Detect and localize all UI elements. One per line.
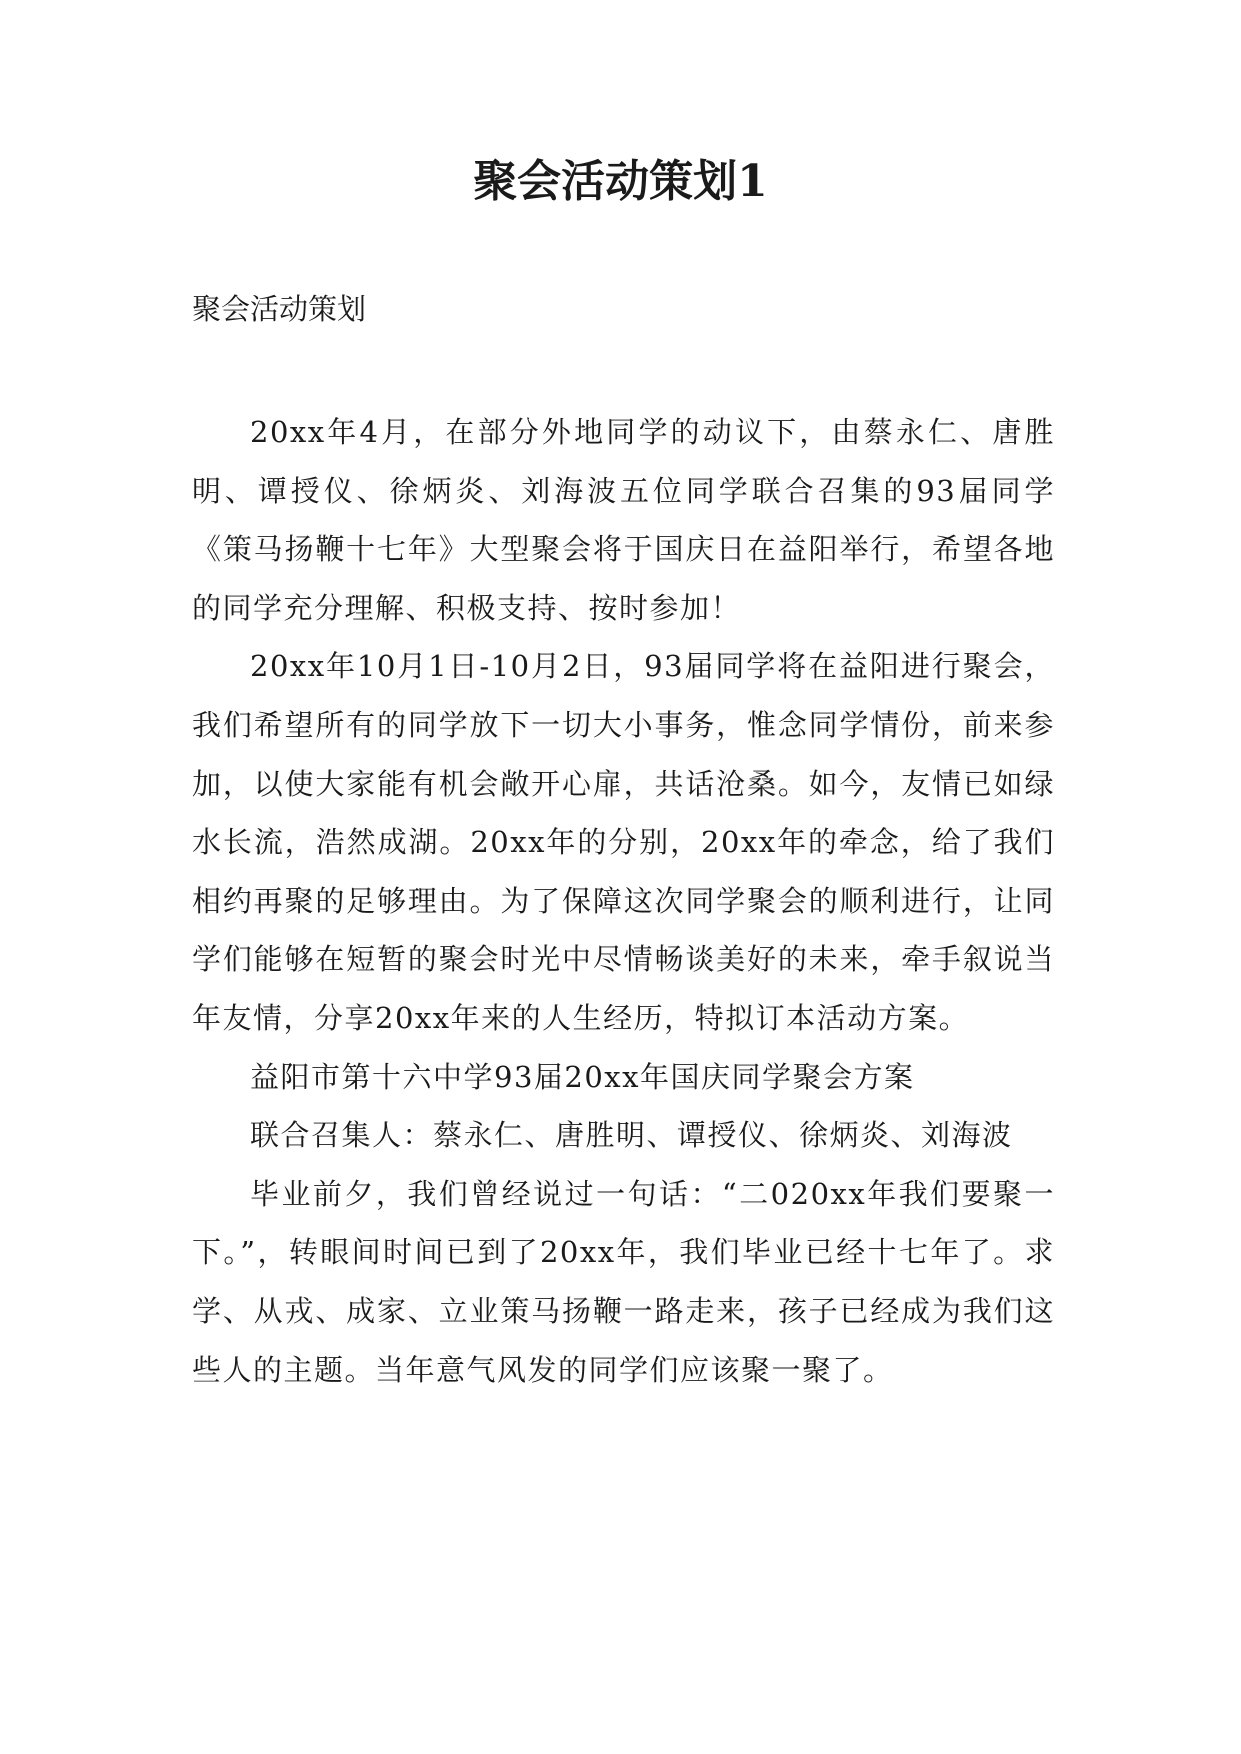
document-title: 聚会活动策划1 <box>473 156 768 207</box>
paragraph-plan-title: 益阳市第十六中学93届20xx年国庆同学聚会方案 <box>250 1059 915 1094</box>
paragraph-background: 毕业前夕，我们曾经说过一句话：“二020xx年我们要聚一下。”，转眼间时间已到了20xx年，我们毕业已经十七年了。求学、从戎、成家、立业策马扬鞭一路走来，孩子已经成为我们这些人的主题。当年意气风发的同学们应该聚一聚了。 <box>192 1176 1055 1387</box>
document-body <box>192 403 1055 1399</box>
paragraph-invitation: 20xx年4月，在部分外地同学的动议下，由蔡永仁、唐胜明、谭授仪、徐炳炎、刘海波五位同学联合召集的93届同学《策马扬鞭十七年》大型聚会将于国庆日在益阳举行，希望各地的同学充分理解、积极支持、按时参加！ <box>192 415 1055 625</box>
paragraph-organizers: 联合召集人：蔡永仁、唐胜明、谭授仪、徐炳炎、刘海波 <box>250 1118 1013 1153</box>
paragraph-gathering-details: 20xx年10月1日-10月2日，93届同学将在益阳进行聚会，我们希望所有的同学放下一切大小事务，惟念同学情份，前来参加，以使大家能有机会敞开心扉，共话沧桑。如今，友情已如绿水长流，浩然成湖。20xx年的分别，20xx年的牵念，给了我们相约再聚的足够理由。为了保障这次同学聚会的顺利进行，让同学们能够在短暂的聚会时光中尽情畅谈美好的未来，牵手叙说当年友情，分享20xx年来的人生经历，特拟订本活动方案。 <box>192 649 1055 1035</box>
document-subtitle: 聚会活动策划 <box>192 292 367 326</box>
